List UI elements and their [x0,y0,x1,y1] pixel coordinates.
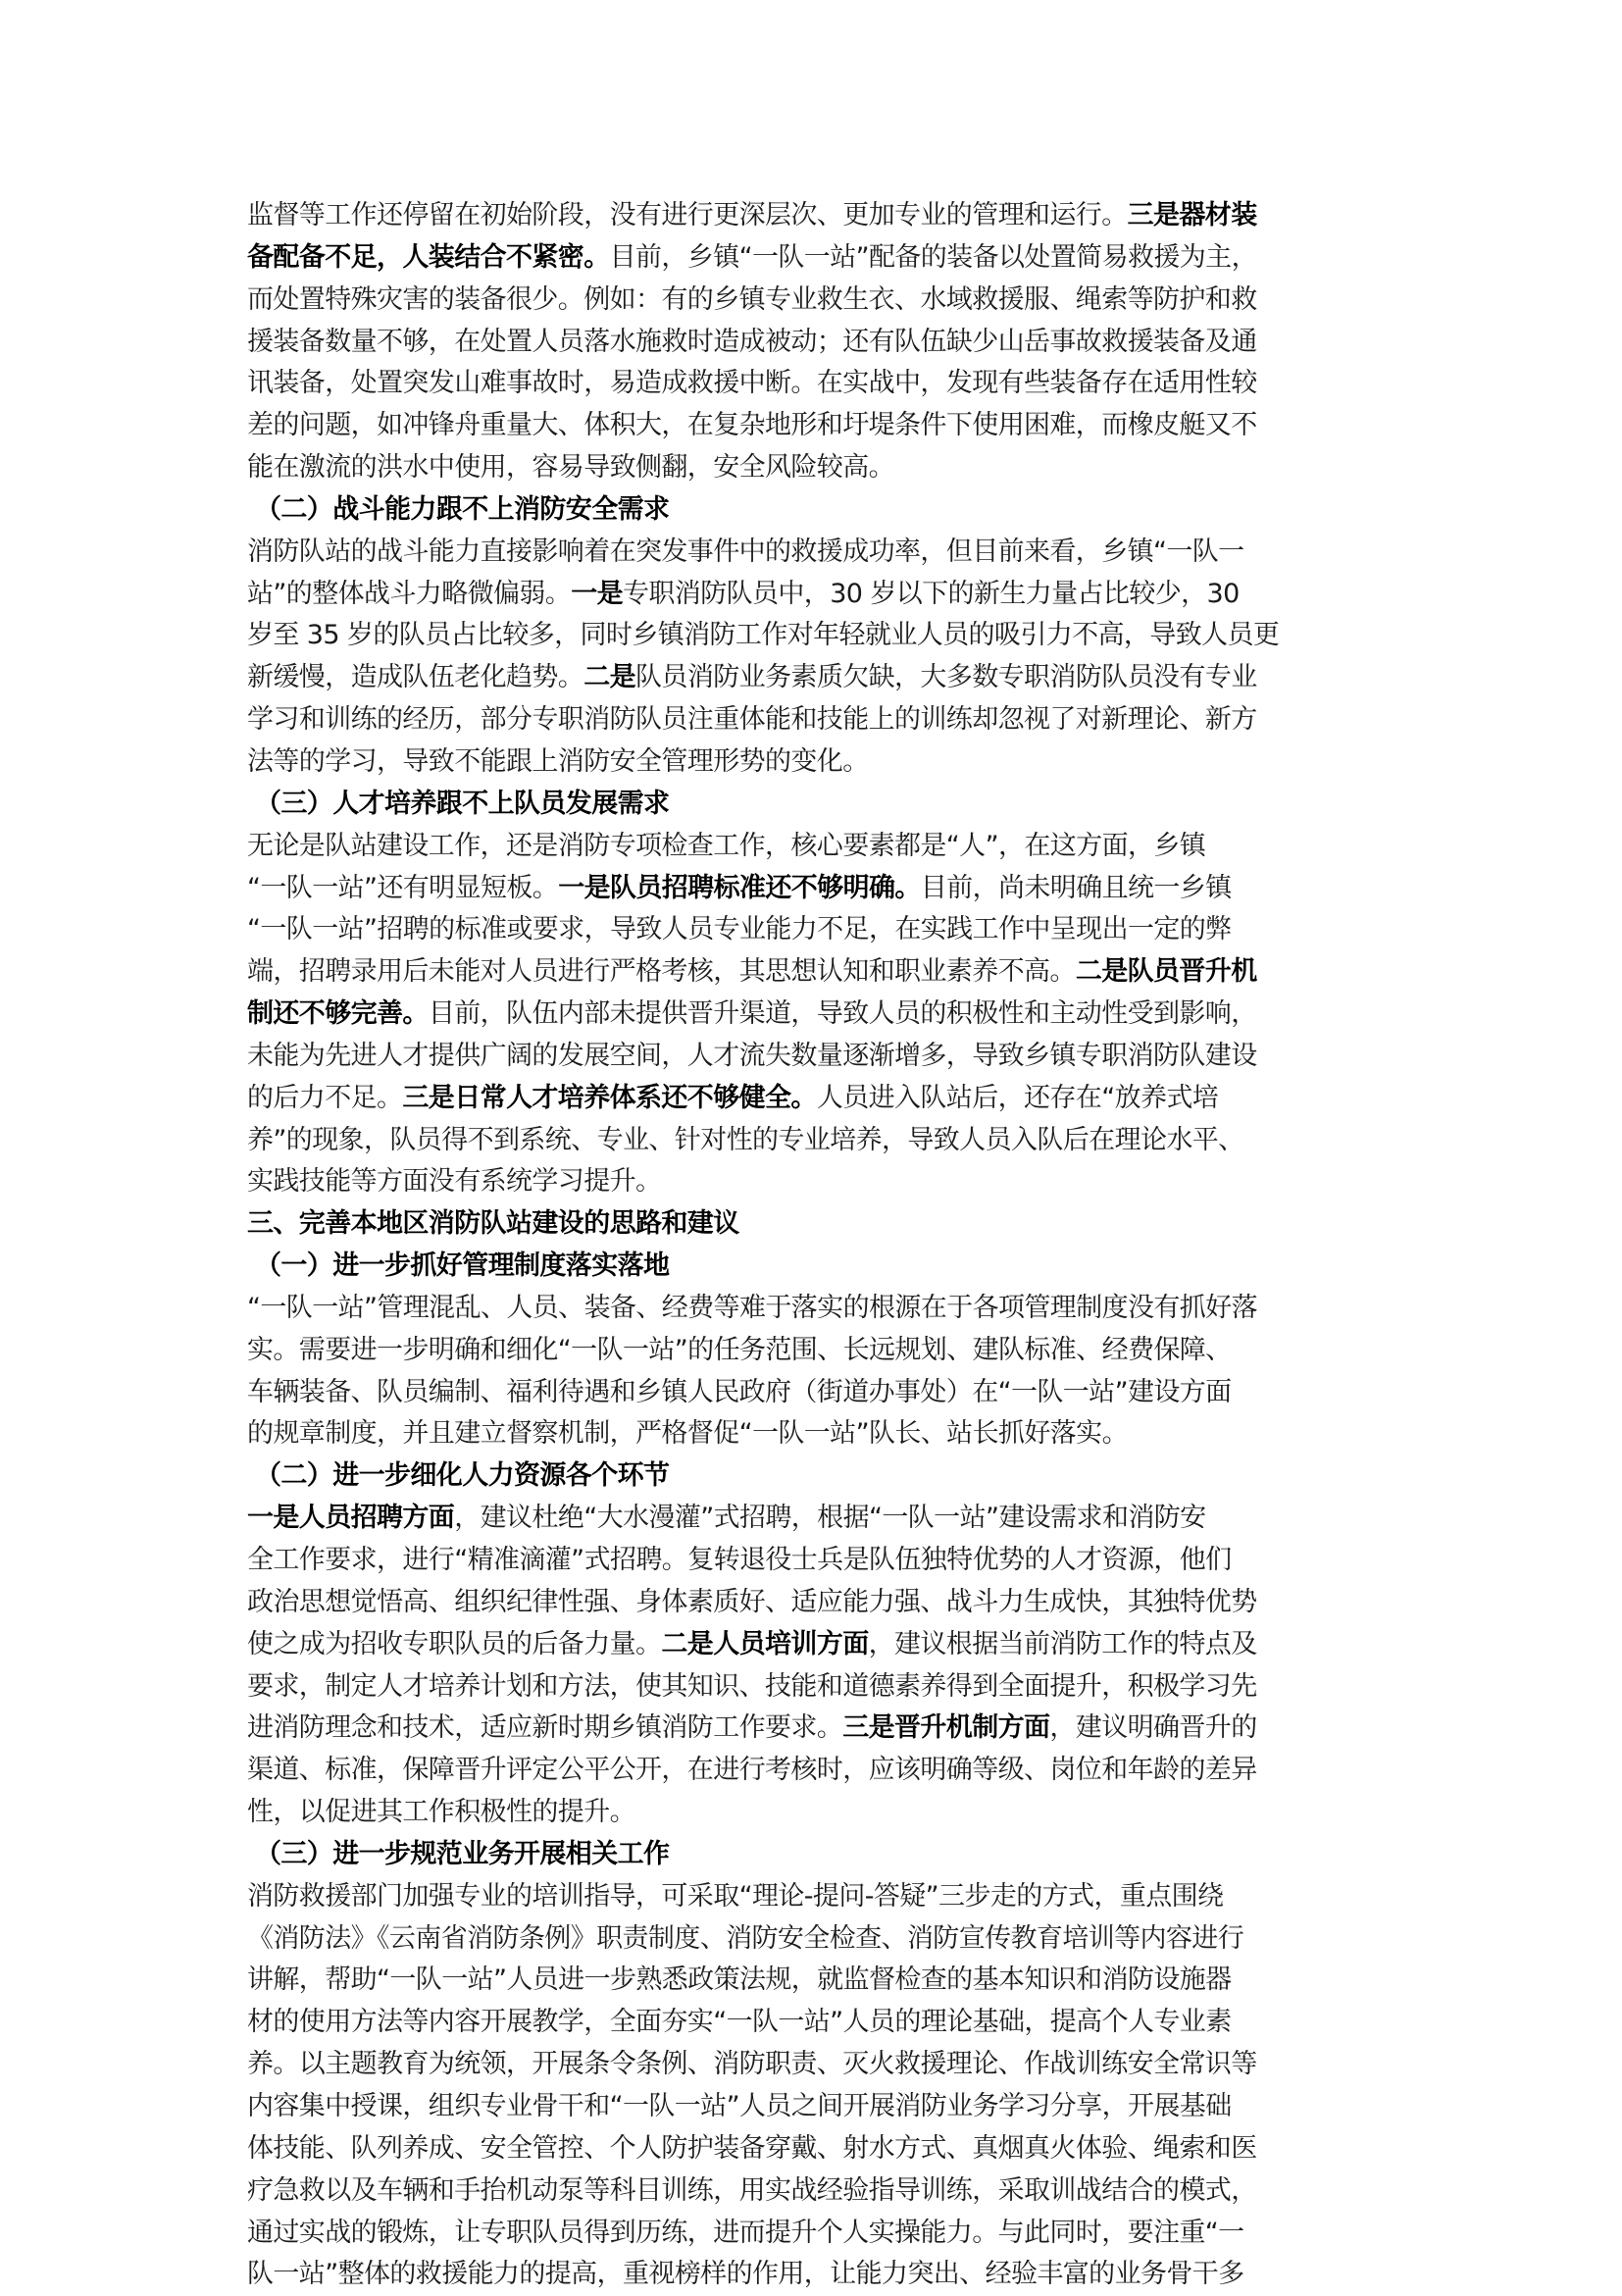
text-line [247,280,1365,322]
text-run: 端，招聘录用后未能对人员进行严格考核，其思想认知和职业素养不高。 [247,956,1076,988]
text-run: 养。以主题教育为统领，开展条令条例、消防职责、灭火救援理论、作战训练安全常识等 [247,2049,1257,2080]
text-line [247,1918,1365,1961]
text-run: 三、完善本地区消防队站建设的思路和建议 [247,1208,739,1240]
text-run: 实践技能等方面没有系统学习提升。 [247,1166,662,1198]
text-run: 疗急救以及车辆和手抬机动泵等科目训练，用实战经验指导训练，采取训战结合的模式， [247,2174,1257,2206]
text-run: 目前，尚未明确且统一乡镇 [920,872,1232,903]
text-line [247,2002,1365,2044]
text-line [247,1120,1365,1162]
text-line [247,2086,1365,2128]
text-run: “一队一站”招聘的标准或要求，导致人员专业能力不足，在实践工作中呈现出一定的弊 [247,914,1232,945]
text-run: 使之成为招收专职队员的后备力量。 [247,1628,662,1659]
text-line [247,1078,1365,1120]
text-run: 要求，制定人才培养计划和方法，使其知识、技能和道德素养得到全面提升，积极学习先 [247,1670,1257,1702]
text-run: 车辆装备、队员编制、福利待遇和乡镇人民政府（街道办事处）在“一队一站”建设方面 [247,1376,1232,1407]
text-run: 的后力不足。 [247,1082,403,1113]
text-line [247,363,1365,405]
text-run: 法等的学习，导致不能跟上消防安全管理形势的变化。 [247,745,869,777]
text-run: 体技能、队列养成、安全管控、个人防护装备穿戴、射水方式、真烟真火体验、绳索和医 [247,2132,1257,2164]
text-line [247,951,1365,994]
text-line [247,1666,1365,1709]
text-run: （二）进一步细化人力资源各个环节 [255,1460,670,1492]
text-run: 内容集中授课，组织专业骨干和“一队一站”人员之间开展消防业务学习分享，开展基础 [247,2090,1232,2121]
text-run: “一队一站”还有明显短板。 [247,872,559,903]
text-run: 无论是队站建设工作，还是消防专项检查工作，核心要素都是“人”，在这方面，乡镇 [247,830,1206,861]
text-run: 消防队站的战斗能力直接影响着在突发事件中的救援成功率，但目前来看，乡镇“一队一 [247,536,1244,567]
bold-emphasis: 二是队员晋升机 [1075,956,1257,988]
text-run: 队员消防业务素质欠缺，大多数专职消防队员没有专业 [635,662,1257,693]
text-line [247,195,1365,237]
text-line [247,909,1365,951]
text-line [247,1330,1365,1372]
section-subheading [247,489,1365,532]
text-line [247,1582,1365,1624]
bold-emphasis: 三是日常人才培养体系还不够健全。 [402,1082,817,1113]
section-subheading [247,1834,1365,1876]
text-line [247,1792,1365,1834]
text-line [247,574,1365,616]
text-line [247,615,1365,657]
text-run: 《消防法》《云南省消防条例》职责制度、消防安全检查、消防宣传教育培训等内容进行 [247,1922,1244,1954]
document-page [247,195,1365,2296]
bold-emphasis: 一是 [571,578,623,609]
bold-emphasis: 三是晋升机制方面 [842,1712,1050,1744]
text-run: 监督等工作还停留在初始阶段，没有进行更深层次、更加专业的管理和运行。 [247,200,1128,230]
text-run: 讲解，帮助“一队一站”人员进一步熟悉政策法规，就监督检查的基本知识和消防设施器 [247,1964,1232,1996]
text-run: 政治思想觉悟高、组织纪律性强、身体素质好、适应能力强、战斗力生成快，其独特优势 [247,1586,1257,1617]
text-line [247,699,1365,741]
text-run: ，建议根据当前消防工作的特点及 [868,1628,1257,1659]
text-run: 能在激流的洪水中使用，容易导致侧翻，安全风险较高。 [247,452,894,484]
text-line [247,2128,1365,2170]
text-run: 专职消防队员中，30 岁以下的新生力量占比较少，30 [623,578,1240,609]
text-line [247,322,1365,364]
bold-emphasis: 制还不够完善。 [247,998,429,1030]
text-line [247,826,1365,868]
text-line [247,1960,1365,2002]
text-run: 站”的整体战斗力略微偏弱。 [247,578,572,609]
text-run: ，建议杜绝“大水漫灌”式招聘，根据“一队一站”建设需求和消防安 [454,1503,1206,1534]
text-line [247,868,1365,910]
text-run: 讯装备，处置突发山难事故时，易造成救援中断。在实战中，发现有些装备存在适用性较 [247,368,1257,399]
text-line [247,1624,1365,1666]
text-line [247,657,1365,699]
section-subheading [247,1246,1365,1288]
text-run: （一）进一步抓好管理制度落实落地 [255,1250,670,1282]
text-run: 目前，乡镇“一队一站”配备的装备以处置简易救援为主， [609,241,1257,273]
text-line [247,1161,1365,1203]
text-line [247,1540,1365,1582]
bold-emphasis: 一是人员招聘方面 [247,1503,455,1534]
text-run: 全工作要求，进行“精准滴灌”式招聘。复转退役士兵是队伍独特优势的人才资源，他们 [247,1545,1232,1575]
text-run: 岁至 35 岁的队员占比较多，同时乡镇消防工作对年轻就业人员的吸引力不高，导致人员更 [247,620,1280,651]
text-line [247,1413,1365,1455]
text-run: 进消防理念和技术，适应新时期乡镇消防工作要求。 [247,1712,843,1744]
text-run: （二）战斗能力跟不上消防安全需求 [255,493,670,525]
text-run: 实。需要进一步明确和细化“一队一站”的任务范围、长远规划、建队标准、经费保障、 [247,1334,1232,1365]
text-run: 消防救援部门加强专业的培训指导，可采取“理论-提问-答疑”三步走的方式，重点围绕 [247,1880,1224,1912]
section-heading [247,1203,1365,1246]
bold-emphasis: 一是队员招聘标准还不够明确。 [558,872,921,903]
text-line [247,1708,1365,1750]
text-run: 养”的现象，队员得不到系统、专业、针对性的专业培养，导致人员入队后在理论水平、 [247,1124,1244,1155]
text-run: 通过实战的锻炼，让专职队员得到历练，进而提升个人实操能力。与此同时，要注重“一 [247,2217,1244,2248]
text-run: 学习和训练的经历，部分专职消防队员注重体能和技能上的训练却忽视了对新理论、新方 [247,704,1257,736]
text-run: 人员进入队站后，还存在“放养式培 [816,1082,1219,1113]
text-line [247,1372,1365,1414]
text-run: 援装备数量不够，在处置人员落水施救时造成被动；还有队伍缺少山岳事故救援装备及通 [247,326,1257,357]
bold-emphasis: 三是器材装 [1127,200,1257,230]
text-run: 性，以促进其工作积极性的提升。 [247,1797,635,1828]
text-line [247,1036,1365,1078]
section-subheading [247,784,1365,826]
text-line [247,2044,1365,2086]
text-run: ，建议明确晋升的 [1049,1712,1257,1744]
text-line [247,2170,1365,2213]
text-run: 材的使用方法等内容开展教学，全面夯实“一队一站”人员的理论基础，提高个人专业素 [247,2007,1232,2038]
text-run: 目前，队伍内部未提供晋升渠道，导致人员的积极性和主动性受到影响， [428,998,1257,1030]
text-line [247,532,1365,574]
bold-emphasis: 备配备不足，人装结合不紧密。 [247,241,610,273]
text-line [247,741,1365,784]
text-line [247,1498,1365,1540]
section-subheading [247,1455,1365,1498]
text-run: 未能为先进人才提供广阔的发展空间，人才流失数量逐渐增多，导致乡镇专职消防队建设 [247,1040,1257,1071]
text-run: 队一站”整体的救援能力的提高，重视榜样的作用，让能力突出、经验丰富的业务骨干多 [247,2259,1244,2290]
text-run: “一队一站”管理混乱、人员、装备、经费等难于落实的根源在于各项管理制度没有抓好落 [247,1292,1257,1323]
text-run: 渠道、标准，保障晋升评定公平公开，在进行考核时，应该明确等级、岗位和年龄的差异 [247,1755,1257,1786]
text-line [247,1288,1365,1330]
text-line [247,2254,1365,2296]
text-line [247,1750,1365,1792]
text-line [247,447,1365,489]
bold-emphasis: 二是人员培训方面 [661,1628,869,1659]
text-run: （三）进一步规范业务开展相关工作 [255,1838,670,1869]
text-line [247,237,1365,280]
text-line [247,405,1365,447]
bold-emphasis: 二是 [583,662,636,693]
text-line [247,994,1365,1036]
text-run: （三）人才培养跟不上队员发展需求 [255,788,670,819]
text-run: 的规章制度，并且建立督察机制，严格督促“一队一站”队长、站长抓好落实。 [247,1418,1128,1450]
text-run: 新缓慢，造成队伍老化趋势。 [247,662,584,693]
text-line [247,2213,1365,2255]
text-run: 差的问题，如冲锋舟重量大、体积大，在复杂地形和圩堤条件下使用困难，而橡皮艇又不 [247,410,1257,441]
text-run: 而处置特殊灾害的装备很少。例如：有的乡镇专业救生衣、水域救援服、绳索等防护和救 [247,283,1257,315]
text-line [247,1876,1365,1918]
